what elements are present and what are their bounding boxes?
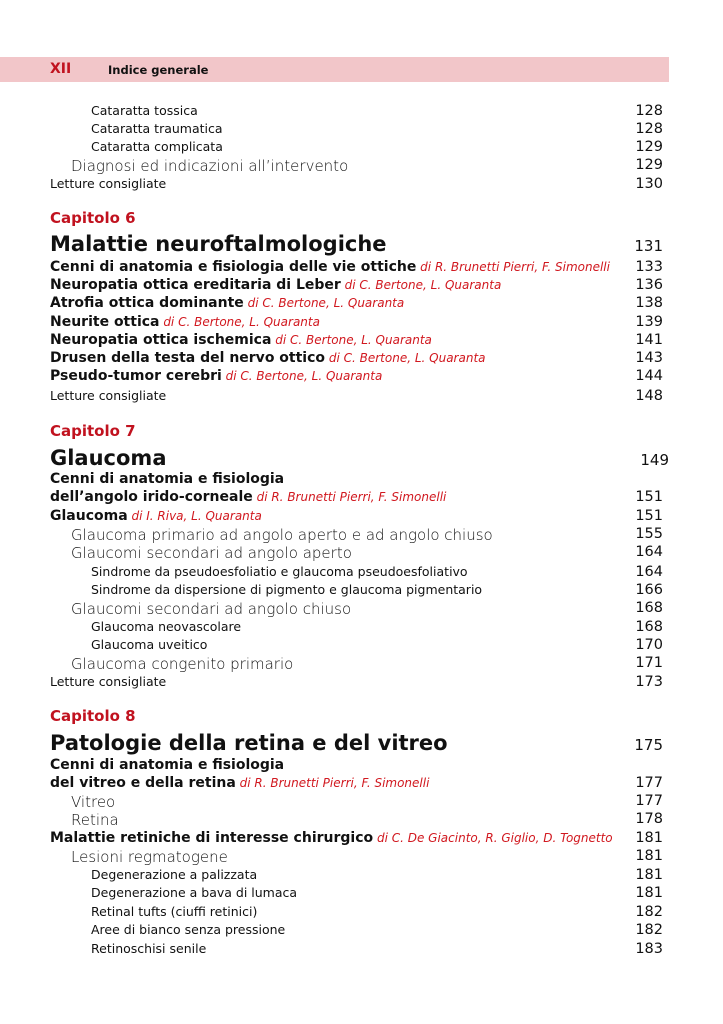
entry-page-number: 144: [635, 368, 663, 384]
entry-page-number: 148: [635, 388, 663, 404]
entry-page-number: 183: [635, 941, 663, 957]
entry-page-number: 178: [635, 811, 663, 827]
entry-page-number: 175: [634, 736, 663, 754]
entry-page-number: 181: [635, 867, 663, 883]
entry-title: Cataratta tossica: [91, 103, 198, 118]
entry-title: Glaucoma uveitico: [91, 637, 208, 652]
entry-page-number: 131: [634, 237, 663, 255]
toc-entry: [0, 139, 663, 157]
entry-title: Degenerazione a palizzata: [91, 867, 258, 882]
entry-page-number: 155: [635, 526, 663, 542]
entry-author: di C. Bertone, L. Quaranta: [221, 369, 383, 383]
entry-title: Retinal tufts (ciuffi retinici): [91, 904, 258, 919]
running-header: [0, 57, 669, 82]
entry-page-number: 164: [635, 544, 663, 560]
toc-entry: [0, 103, 663, 121]
toc-entry: [0, 176, 663, 194]
entry-title: Capitolo 8: [50, 707, 136, 725]
entry-title: Cenni di anatomia e fisiologia: [50, 471, 285, 487]
entry-title: Glaucoma primario ad angolo aperto e ad angolo chiuso: [71, 526, 493, 544]
entry-title: Sindrome da pseudoesfoliatio e glaucoma pseudoesfoliativo: [91, 564, 468, 579]
toc-entry: [0, 674, 663, 692]
entry-title: Neuropatia ottica ischemica: [50, 332, 272, 348]
entry-title: Degenerazione a bava di lumaca: [91, 885, 298, 900]
toc-entry: [0, 259, 663, 278]
entry-title: Cenni di anatomia e fisiologia delle vie ottiche: [50, 259, 417, 275]
entry-page-number: 139: [635, 314, 663, 330]
entry-page-number: 168: [635, 600, 663, 616]
entry-author: di R. Brunetti Pierri, F. Simonelli: [235, 776, 430, 790]
entry-page-number: 173: [635, 674, 663, 690]
toc-entry: [0, 157, 663, 176]
toc-entry: [0, 508, 663, 527]
toc-entry: [0, 350, 663, 369]
entry-title: Glaucoma congenito primario: [71, 655, 294, 673]
entry-title: Glaucoma neovascolare: [91, 619, 242, 634]
entry-page-number: 164: [635, 564, 663, 580]
entry-page-number: 181: [635, 885, 663, 901]
entry-title: Letture consigliate: [50, 388, 167, 403]
entry-title: Capitolo 6: [50, 209, 136, 227]
entry-title: Neuropatia ottica ereditaria di Leber: [50, 277, 341, 293]
entry-title: Retina: [71, 811, 119, 829]
entry-title: Drusen della testa del nervo ottico: [50, 350, 326, 366]
toc-entry: [0, 941, 663, 959]
entry-author: di C. Bertone, L. Quaranta: [243, 296, 405, 310]
entry-page-number: 151: [635, 489, 663, 505]
entry-title: Pseudo-tumor cerebri: [50, 368, 222, 384]
chapter-title-row: [0, 446, 669, 472]
entry-page-number: 181: [635, 830, 663, 846]
toc-entry: [0, 332, 663, 351]
entry-page-number: 181: [635, 848, 663, 864]
entry-author: di C. Bertone, L. Quaranta: [325, 351, 486, 365]
toc-entry: [0, 544, 663, 563]
toc-entry: [0, 655, 663, 674]
entry-author: di C. Bertone, L. Quaranta: [159, 315, 320, 329]
toc-entry: [0, 848, 663, 867]
entry-page-number: 170: [635, 637, 663, 653]
toc-entry: [0, 600, 663, 619]
entry-title: Glaucomi secondari ad angolo aperto: [71, 544, 352, 562]
entry-author: di I. Riva, L. Quaranta: [127, 509, 262, 523]
entry-title: Neurite ottica: [50, 314, 160, 330]
chapter-label: [0, 422, 663, 442]
entry-page-number: 130: [635, 176, 663, 192]
toc-entry: [0, 582, 663, 600]
entry-title: Lesioni regmatogene: [71, 848, 228, 866]
entry-page-number: 136: [635, 277, 663, 293]
toc-entry: [0, 295, 663, 314]
entry-page-number: 177: [635, 793, 663, 809]
entry-title: Cenni di anatomia e fisiologia: [50, 757, 285, 773]
toc-entry: [0, 526, 663, 545]
toc-entry: [0, 811, 663, 830]
entry-title: Capitolo 7: [50, 422, 136, 440]
chapter-title-row: [0, 232, 663, 258]
toc-entry: [0, 388, 663, 406]
header-page-number: XII: [50, 61, 72, 77]
entry-author: di C. De Giacinto, R. Giglio, D. Tognetto: [373, 831, 613, 845]
entry-page-number: 166: [635, 582, 663, 598]
chapter-title-row: [0, 731, 663, 757]
entry-page-number: 128: [635, 103, 663, 119]
toc-entry: [0, 885, 663, 903]
toc-entry: [0, 489, 663, 508]
toc-entry: [0, 619, 663, 637]
chapter-label: [0, 707, 663, 727]
toc-entry: [0, 277, 663, 296]
toc-entry: [0, 564, 663, 582]
entry-title: Vitreo: [71, 793, 116, 811]
entry-page-number: 141: [635, 332, 663, 348]
entry-title: Glaucoma: [50, 508, 128, 524]
entry-author: di R. Brunetti Pierri, F. Simonelli: [416, 260, 610, 274]
entry-title: Retinoschisi senile: [91, 941, 207, 956]
entry-page-number: 128: [635, 121, 663, 137]
toc-entry: [0, 757, 663, 776]
entry-page-number: 171: [635, 655, 663, 671]
entry-author: di C. Bertone, L. Quaranta: [271, 333, 432, 347]
toc-entry: [0, 867, 663, 885]
entry-page-number: 138: [635, 295, 663, 311]
entry-page-number: 151: [635, 508, 663, 524]
entry-title: Letture consigliate: [50, 176, 167, 191]
entry-title: dell’angolo irido-corneale: [50, 489, 253, 505]
entry-title: Malattie neuroftalmologiche: [50, 232, 387, 256]
toc-entry: [0, 368, 663, 387]
header-title: Indice generale: [108, 63, 209, 77]
entry-title: Cataratta complicata: [91, 139, 223, 154]
entry-title: Sindrome da dispersione di pigmento e glaucoma pigmentario: [91, 582, 483, 597]
entry-title: Malattie retiniche di interesse chirurgico: [50, 830, 374, 846]
entry-page-number: 129: [635, 157, 663, 173]
toc-entry: [0, 830, 663, 849]
entry-author: di C. Bertone, L. Quaranta: [340, 278, 502, 292]
entry-title: Cataratta traumatica: [91, 121, 223, 136]
entry-page-number: 149: [640, 451, 669, 469]
entry-title: Atrofia ottica dominante: [50, 295, 244, 311]
entry-title: Patologie della retina e del vitreo: [50, 731, 448, 755]
toc-entry: [0, 314, 663, 333]
toc-entry: [0, 775, 663, 794]
entry-page-number: 168: [635, 619, 663, 635]
entry-page-number: 182: [635, 922, 663, 938]
toc-entry: [0, 904, 663, 922]
toc-entry: [0, 471, 663, 490]
entry-title: del vitreo e della retina: [50, 775, 236, 791]
entry-title: Glaucomi secondari ad angolo chiuso: [71, 600, 352, 618]
toc-entry: [0, 121, 663, 139]
toc-entry: [0, 793, 663, 812]
entry-title: Letture consigliate: [50, 674, 167, 689]
entry-title: Glaucoma: [50, 446, 167, 470]
entry-page-number: 182: [635, 904, 663, 920]
toc-entry: [0, 637, 663, 655]
entry-page-number: 129: [635, 139, 663, 155]
chapter-label: [0, 209, 663, 229]
entry-title: Aree di bianco senza pressione: [91, 922, 286, 937]
entry-page-number: 143: [635, 350, 663, 366]
entry-title: Diagnosi ed indicazioni all’intervento: [71, 157, 349, 175]
entry-page-number: 177: [635, 775, 663, 791]
entry-page-number: 133: [635, 259, 663, 275]
toc-entry: [0, 922, 663, 940]
entry-author: di R. Brunetti Pierri, F. Simonelli: [252, 490, 447, 504]
